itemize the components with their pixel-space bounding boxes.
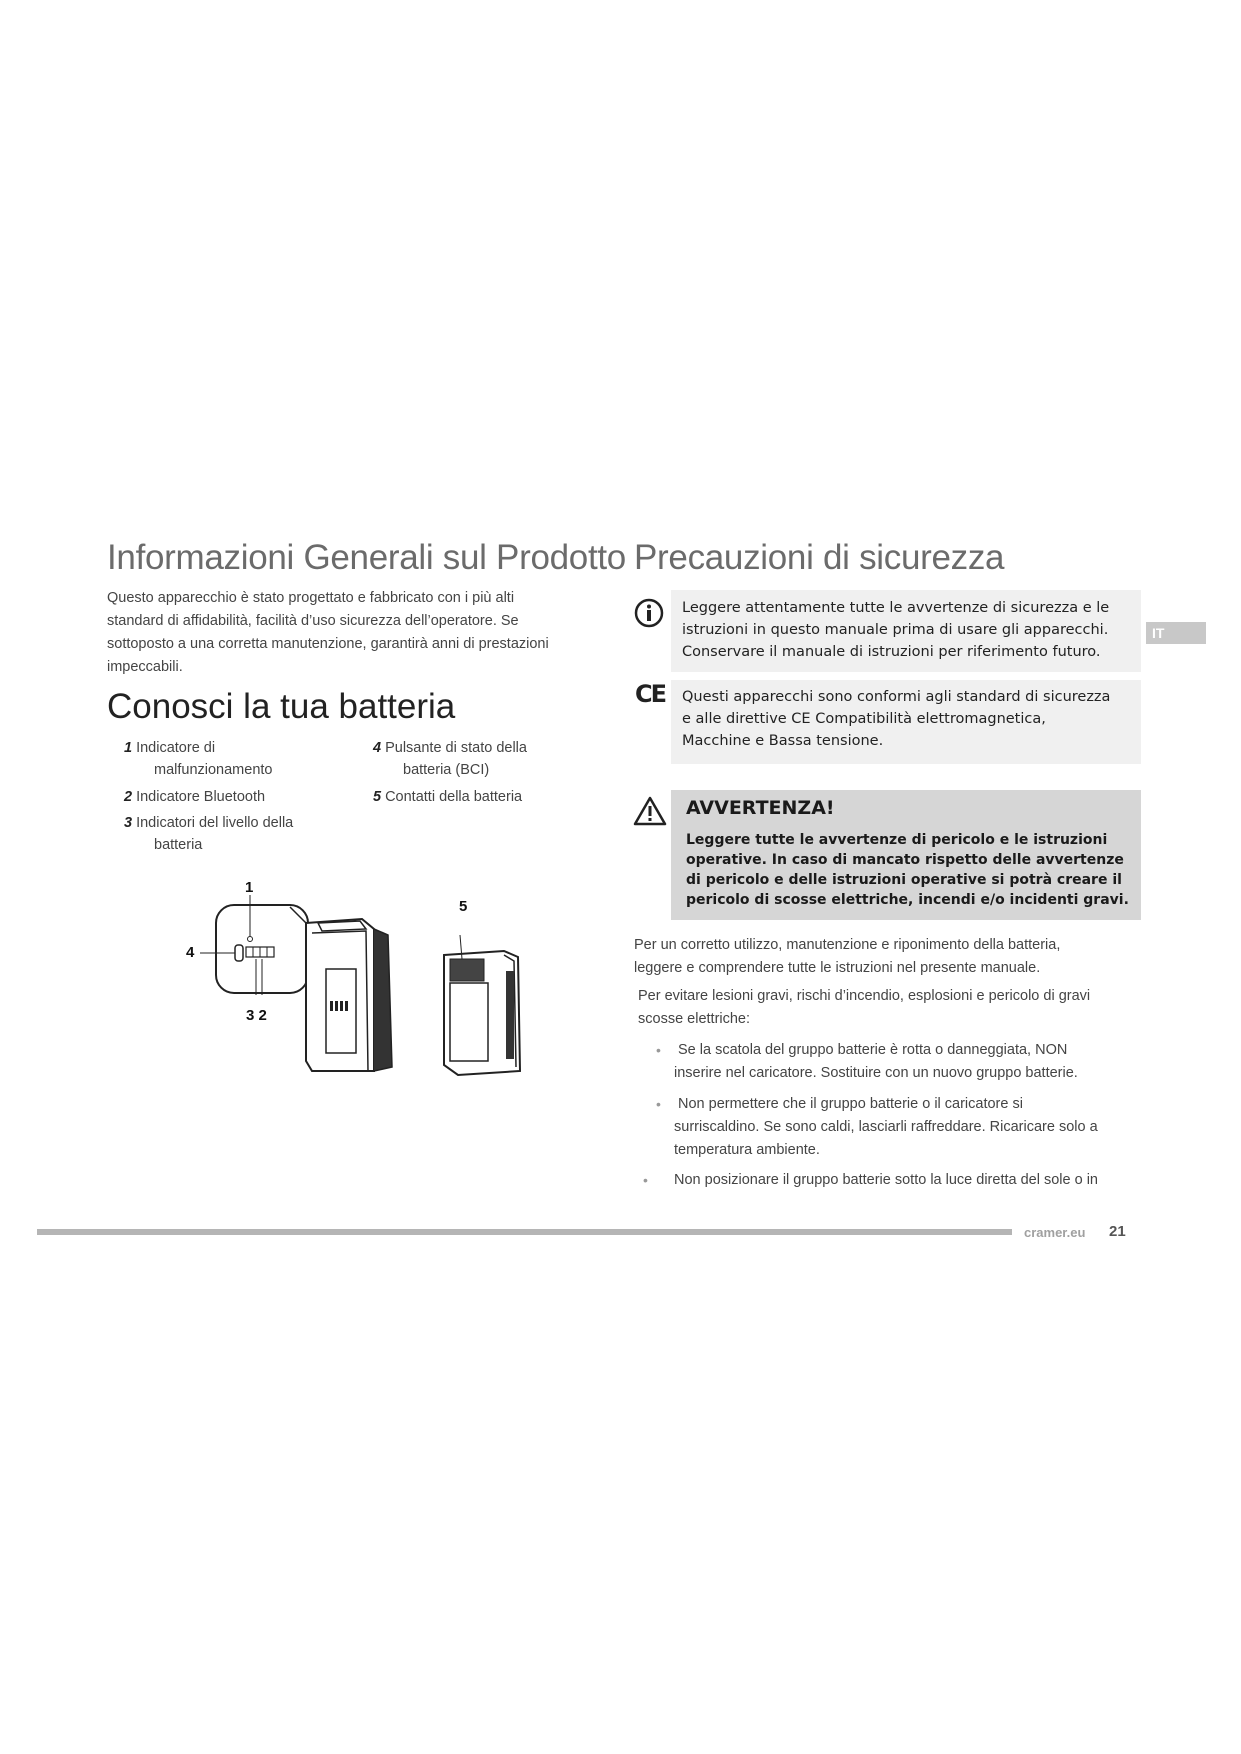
info-text: [682, 597, 1142, 663]
intro-paragraph: [107, 587, 607, 679]
para-line: Per evitare lesioni gravi, rischi d’incendio, esplosioni e pericolo di gravi: [638, 988, 1091, 1004]
intro-line: Questo apparecchio è stato progettato e fabbricato con i più alti: [107, 590, 515, 606]
bullet-dot: •: [656, 1096, 661, 1112]
bullet-item-2: • Non permettere che il gruppo batterie o il caricatore si surriscaldino. Se sono caldi, lasciarli raffreddare. Ricaricare solo a temperatura ambiente.: [656, 1093, 1146, 1162]
warning-line: di pericolo e delle istruzioni operative si potrà creare il: [686, 872, 1122, 888]
bullet-dot: •: [643, 1172, 648, 1188]
para-line: scosse elettriche:: [638, 1011, 751, 1027]
info-icon: [634, 598, 664, 628]
usage-paragraph: [634, 934, 1134, 980]
warning-triangle-icon: [633, 796, 667, 826]
intro-line: sottoposto a una corretta manutenzione, garantirà anni di prestazioni: [107, 636, 549, 652]
page-number: 21: [1109, 1223, 1126, 1240]
intro-line: standard di affidabilità, facilità d’uso sicurezza dell’operatore. Se: [107, 613, 519, 629]
footer-bar: [37, 1229, 1012, 1235]
callout-1: 1: [245, 879, 254, 896]
battery-side-vent: [374, 929, 392, 1071]
bullet-item-1: • Se la scatola del gruppo batterie è rotta o danneggiata, NON inserire nel caricatore. Sostituire con un nuovo gruppo batterie.: [656, 1039, 1146, 1085]
legend-item-4: 4 Pulsante di stato della batteria (BCI): [373, 740, 527, 778]
general-info-heading: Informazioni Generali sul Prodotto: [107, 538, 626, 577]
info-line: istruzioni in questo manuale prima di usare gli apparecchi.: [682, 622, 1109, 638]
footer-site: cramer.eu: [1024, 1225, 1086, 1240]
ce-line: Questi apparecchi sono conformi agli standard di sicurezza: [682, 689, 1111, 705]
warning-title: AVVERTENZA!: [686, 797, 835, 819]
para-line: Per un corretto utilizzo, manutenzione e riponimento della batteria,: [634, 937, 1061, 953]
battery-body-front: [306, 919, 374, 1071]
hazard-paragraph: [638, 985, 1138, 1031]
warning-line: operative. In caso di mancato rispetto delle avvertenze: [686, 852, 1124, 868]
battery-illustration: [170, 875, 550, 1105]
bullet-item-3: • Non posizionare il gruppo batterie sotto la luce diretta del sole o in: [643, 1169, 1143, 1192]
legend-item-5: 5 Contatti della batteria: [373, 789, 523, 805]
language-tab: IT: [1146, 622, 1206, 644]
bullet-dot: •: [656, 1042, 661, 1058]
battery-heading: Conosci la tua batteria: [107, 687, 456, 726]
intro-line: impeccabili.: [107, 659, 183, 675]
safety-heading: Precauzioni di sicurezza: [634, 538, 1005, 577]
ce-line: e alle direttive CE Compatibilità elettromagnetica,: [682, 711, 1046, 727]
info-line: Leggere attentamente tutte le avvertenze di sicurezza e le: [682, 600, 1110, 616]
callout-5: 5: [459, 898, 468, 915]
warning-line: pericolo di scosse elettriche, incendi e/o incidenti gravi.: [686, 892, 1129, 908]
ce-text: [682, 686, 1142, 752]
ce-line: Macchine e Bassa tensione.: [682, 733, 884, 749]
callout-4: 4: [186, 944, 195, 961]
info-line: Conservare il manuale di istruzioni per riferimento futuro.: [682, 644, 1101, 660]
battery-contacts: [450, 959, 484, 981]
callout-3-2: 3 2: [246, 1007, 267, 1024]
legend-item-2: 2 Indicatore Bluetooth: [124, 789, 266, 805]
para-line: leggere e comprendere tutte le istruzioni nel presente manuale.: [634, 960, 1041, 976]
warning-text: [686, 830, 1136, 910]
ce-mark-icon: CE: [635, 680, 666, 708]
warning-line: Leggere tutte le avvertenze di pericolo e le istruzioni: [686, 832, 1108, 848]
legend-item-3: 3 Indicatori del livello della batteria: [124, 815, 294, 853]
legend-item-1: 1 Indicatore di malfunzionamento: [124, 740, 273, 778]
